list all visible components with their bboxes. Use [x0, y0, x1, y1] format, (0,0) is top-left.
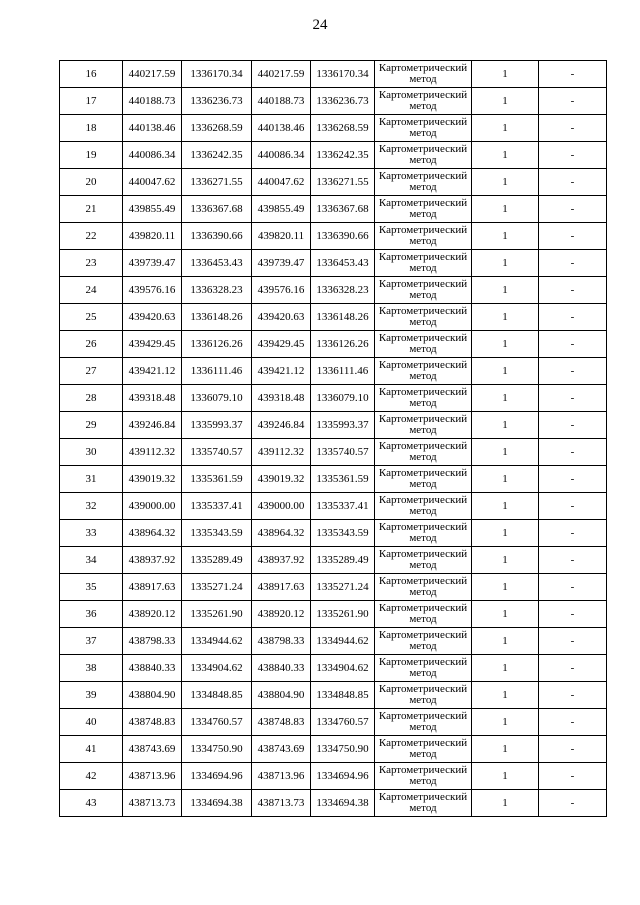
y-existing-cell: 1335337.41: [182, 493, 252, 520]
y-existing-cell: 1335740.57: [182, 439, 252, 466]
y-specified-cell: 1336111.46: [311, 358, 375, 385]
x-specified-cell: 439855.49: [252, 196, 311, 223]
method-cell: Картометрический метод: [375, 358, 472, 385]
x-specified-cell: 439820.11: [252, 223, 311, 250]
extra-cell: -: [539, 142, 607, 169]
y-specified-cell: 1335261.90: [311, 601, 375, 628]
table-row: [60, 628, 607, 655]
method-cell: Картометрический метод: [375, 142, 472, 169]
y-specified-cell: 1336390.66: [311, 223, 375, 250]
accuracy-cell: 1: [472, 412, 539, 439]
accuracy-cell: 1: [472, 763, 539, 790]
accuracy-cell: 1: [472, 790, 539, 817]
extra-cell: -: [539, 223, 607, 250]
point-number-cell: 37: [60, 628, 123, 655]
method-cell: Картометрический метод: [375, 412, 472, 439]
method-cell: Картометрический метод: [375, 709, 472, 736]
y-specified-cell: 1336271.55: [311, 169, 375, 196]
y-existing-cell: 1336170.34: [182, 61, 252, 88]
method-cell: Картометрический метод: [375, 61, 472, 88]
x-existing-cell: 439421.12: [123, 358, 182, 385]
accuracy-cell: 1: [472, 709, 539, 736]
x-specified-cell: 439429.45: [252, 331, 311, 358]
accuracy-cell: 1: [472, 250, 539, 277]
x-specified-cell: 438748.83: [252, 709, 311, 736]
x-existing-cell: 438840.33: [123, 655, 182, 682]
y-specified-cell: 1336126.26: [311, 331, 375, 358]
point-number-cell: 17: [60, 88, 123, 115]
y-specified-cell: 1336236.73: [311, 88, 375, 115]
extra-cell: -: [539, 88, 607, 115]
y-existing-cell: 1336148.26: [182, 304, 252, 331]
point-number-cell: 23: [60, 250, 123, 277]
table-row: [60, 385, 607, 412]
y-specified-cell: 1334750.90: [311, 736, 375, 763]
method-cell: Картометрический метод: [375, 574, 472, 601]
y-specified-cell: 1334904.62: [311, 655, 375, 682]
point-number-cell: 18: [60, 115, 123, 142]
y-existing-cell: 1336236.73: [182, 88, 252, 115]
accuracy-cell: 1: [472, 115, 539, 142]
accuracy-cell: 1: [472, 331, 539, 358]
table-row: [60, 304, 607, 331]
table-row: [60, 709, 607, 736]
y-specified-cell: 1335361.59: [311, 466, 375, 493]
y-existing-cell: 1336126.26: [182, 331, 252, 358]
x-specified-cell: 438964.32: [252, 520, 311, 547]
extra-cell: -: [539, 790, 607, 817]
y-specified-cell: 1336242.35: [311, 142, 375, 169]
y-specified-cell: 1336148.26: [311, 304, 375, 331]
extra-cell: -: [539, 250, 607, 277]
table-row: [60, 115, 607, 142]
accuracy-cell: 1: [472, 655, 539, 682]
x-existing-cell: 438920.12: [123, 601, 182, 628]
y-specified-cell: 1336328.23: [311, 277, 375, 304]
extra-cell: -: [539, 547, 607, 574]
accuracy-cell: 1: [472, 439, 539, 466]
table-row: [60, 763, 607, 790]
y-existing-cell: 1336453.43: [182, 250, 252, 277]
extra-cell: -: [539, 331, 607, 358]
y-existing-cell: 1336328.23: [182, 277, 252, 304]
y-specified-cell: 1335289.49: [311, 547, 375, 574]
x-specified-cell: 439019.32: [252, 466, 311, 493]
y-specified-cell: 1334760.57: [311, 709, 375, 736]
method-cell: Картометрический метод: [375, 223, 472, 250]
x-existing-cell: 438798.33: [123, 628, 182, 655]
point-number-cell: 21: [60, 196, 123, 223]
method-cell: Картометрический метод: [375, 169, 472, 196]
x-existing-cell: 438964.32: [123, 520, 182, 547]
x-existing-cell: 438804.90: [123, 682, 182, 709]
point-number-cell: 27: [60, 358, 123, 385]
x-specified-cell: 438804.90: [252, 682, 311, 709]
table-row: [60, 61, 607, 88]
x-specified-cell: 439739.47: [252, 250, 311, 277]
x-existing-cell: 439000.00: [123, 493, 182, 520]
x-existing-cell: 440086.34: [123, 142, 182, 169]
y-existing-cell: 1334904.62: [182, 655, 252, 682]
method-cell: Картометрический метод: [375, 628, 472, 655]
x-existing-cell: 439820.11: [123, 223, 182, 250]
x-specified-cell: 439112.32: [252, 439, 311, 466]
x-existing-cell: 439576.16: [123, 277, 182, 304]
table-row: [60, 736, 607, 763]
method-cell: Картометрический метод: [375, 466, 472, 493]
table-row: [60, 142, 607, 169]
y-specified-cell: 1335337.41: [311, 493, 375, 520]
y-existing-cell: 1336111.46: [182, 358, 252, 385]
method-cell: Картометрический метод: [375, 331, 472, 358]
method-cell: Картометрический метод: [375, 493, 472, 520]
point-number-cell: 34: [60, 547, 123, 574]
x-existing-cell: 439112.32: [123, 439, 182, 466]
extra-cell: -: [539, 115, 607, 142]
point-number-cell: 26: [60, 331, 123, 358]
table-row: [60, 88, 607, 115]
table-row: [60, 547, 607, 574]
x-existing-cell: 438713.73: [123, 790, 182, 817]
extra-cell: -: [539, 763, 607, 790]
accuracy-cell: 1: [472, 493, 539, 520]
x-existing-cell: 438917.63: [123, 574, 182, 601]
point-number-cell: 33: [60, 520, 123, 547]
extra-cell: -: [539, 655, 607, 682]
y-specified-cell: 1336268.59: [311, 115, 375, 142]
extra-cell: -: [539, 277, 607, 304]
y-existing-cell: 1336390.66: [182, 223, 252, 250]
method-cell: Картометрический метод: [375, 655, 472, 682]
accuracy-cell: 1: [472, 169, 539, 196]
extra-cell: -: [539, 736, 607, 763]
extra-cell: -: [539, 574, 607, 601]
x-specified-cell: 438840.33: [252, 655, 311, 682]
method-cell: Картометрический метод: [375, 790, 472, 817]
coordinates-table: [59, 60, 607, 817]
x-specified-cell: 439576.16: [252, 277, 311, 304]
accuracy-cell: 1: [472, 628, 539, 655]
x-existing-cell: 439420.63: [123, 304, 182, 331]
y-specified-cell: 1334694.96: [311, 763, 375, 790]
point-number-cell: 31: [60, 466, 123, 493]
table-row: [60, 196, 607, 223]
y-specified-cell: 1335993.37: [311, 412, 375, 439]
extra-cell: -: [539, 358, 607, 385]
accuracy-cell: 1: [472, 277, 539, 304]
y-existing-cell: 1335361.59: [182, 466, 252, 493]
y-existing-cell: 1336079.10: [182, 385, 252, 412]
extra-cell: -: [539, 304, 607, 331]
point-number-cell: 28: [60, 385, 123, 412]
point-number-cell: 35: [60, 574, 123, 601]
extra-cell: -: [539, 709, 607, 736]
accuracy-cell: 1: [472, 466, 539, 493]
method-cell: Картометрический метод: [375, 196, 472, 223]
point-number-cell: 30: [60, 439, 123, 466]
x-existing-cell: 440047.62: [123, 169, 182, 196]
y-existing-cell: 1335271.24: [182, 574, 252, 601]
extra-cell: -: [539, 682, 607, 709]
point-number-cell: 42: [60, 763, 123, 790]
method-cell: Картометрический метод: [375, 304, 472, 331]
point-number-cell: 24: [60, 277, 123, 304]
table-row: [60, 439, 607, 466]
y-existing-cell: 1336268.59: [182, 115, 252, 142]
method-cell: Картометрический метод: [375, 601, 472, 628]
y-existing-cell: 1334760.57: [182, 709, 252, 736]
accuracy-cell: 1: [472, 358, 539, 385]
extra-cell: -: [539, 520, 607, 547]
x-specified-cell: 438713.96: [252, 763, 311, 790]
accuracy-cell: 1: [472, 61, 539, 88]
point-number-cell: 16: [60, 61, 123, 88]
method-cell: Картометрический метод: [375, 682, 472, 709]
table-row: [60, 493, 607, 520]
accuracy-cell: 1: [472, 682, 539, 709]
point-number-cell: 29: [60, 412, 123, 439]
method-cell: Картометрический метод: [375, 547, 472, 574]
y-existing-cell: 1334848.85: [182, 682, 252, 709]
point-number-cell: 25: [60, 304, 123, 331]
y-specified-cell: 1336367.68: [311, 196, 375, 223]
y-specified-cell: 1336170.34: [311, 61, 375, 88]
table-row: [60, 520, 607, 547]
y-specified-cell: 1336079.10: [311, 385, 375, 412]
table-body: [60, 61, 607, 817]
y-specified-cell: 1336453.43: [311, 250, 375, 277]
point-number-cell: 20: [60, 169, 123, 196]
accuracy-cell: 1: [472, 304, 539, 331]
point-number-cell: 36: [60, 601, 123, 628]
x-specified-cell: 440047.62: [252, 169, 311, 196]
method-cell: Картометрический метод: [375, 439, 472, 466]
method-cell: Картометрический метод: [375, 250, 472, 277]
table-row: [60, 277, 607, 304]
y-existing-cell: 1335261.90: [182, 601, 252, 628]
extra-cell: -: [539, 493, 607, 520]
extra-cell: -: [539, 385, 607, 412]
table-row: [60, 358, 607, 385]
method-cell: Картометрический метод: [375, 277, 472, 304]
table-row: [60, 574, 607, 601]
x-existing-cell: 438748.83: [123, 709, 182, 736]
accuracy-cell: 1: [472, 223, 539, 250]
accuracy-cell: 1: [472, 196, 539, 223]
y-specified-cell: 1334694.38: [311, 790, 375, 817]
x-specified-cell: 440138.46: [252, 115, 311, 142]
table-row: [60, 682, 607, 709]
y-existing-cell: 1336271.55: [182, 169, 252, 196]
table-row: [60, 790, 607, 817]
x-specified-cell: 440217.59: [252, 61, 311, 88]
point-number-cell: 40: [60, 709, 123, 736]
x-specified-cell: 439318.48: [252, 385, 311, 412]
y-specified-cell: 1334944.62: [311, 628, 375, 655]
x-specified-cell: 440086.34: [252, 142, 311, 169]
y-specified-cell: 1335343.59: [311, 520, 375, 547]
accuracy-cell: 1: [472, 574, 539, 601]
y-existing-cell: 1335993.37: [182, 412, 252, 439]
method-cell: Картометрический метод: [375, 88, 472, 115]
y-existing-cell: 1334750.90: [182, 736, 252, 763]
point-number-cell: 22: [60, 223, 123, 250]
point-number-cell: 32: [60, 493, 123, 520]
point-number-cell: 39: [60, 682, 123, 709]
x-specified-cell: 438743.69: [252, 736, 311, 763]
table-row: [60, 466, 607, 493]
table-row: [60, 250, 607, 277]
x-specified-cell: 439000.00: [252, 493, 311, 520]
y-existing-cell: 1334694.38: [182, 790, 252, 817]
y-existing-cell: 1335343.59: [182, 520, 252, 547]
extra-cell: -: [539, 439, 607, 466]
method-cell: Картометрический метод: [375, 115, 472, 142]
accuracy-cell: 1: [472, 736, 539, 763]
method-cell: Картометрический метод: [375, 736, 472, 763]
x-specified-cell: 438917.63: [252, 574, 311, 601]
table-row: [60, 601, 607, 628]
extra-cell: -: [539, 628, 607, 655]
x-specified-cell: 438713.73: [252, 790, 311, 817]
y-specified-cell: 1335740.57: [311, 439, 375, 466]
extra-cell: -: [539, 196, 607, 223]
x-existing-cell: 439739.47: [123, 250, 182, 277]
x-existing-cell: 439318.48: [123, 385, 182, 412]
point-number-cell: 41: [60, 736, 123, 763]
x-existing-cell: 440188.73: [123, 88, 182, 115]
x-existing-cell: 440217.59: [123, 61, 182, 88]
x-specified-cell: 438920.12: [252, 601, 311, 628]
table-row: [60, 331, 607, 358]
x-existing-cell: 438937.92: [123, 547, 182, 574]
y-existing-cell: 1334694.96: [182, 763, 252, 790]
x-specified-cell: 438937.92: [252, 547, 311, 574]
x-specified-cell: 440188.73: [252, 88, 311, 115]
y-existing-cell: 1336242.35: [182, 142, 252, 169]
x-existing-cell: 439246.84: [123, 412, 182, 439]
accuracy-cell: 1: [472, 88, 539, 115]
y-specified-cell: 1335271.24: [311, 574, 375, 601]
x-existing-cell: 439429.45: [123, 331, 182, 358]
y-specified-cell: 1334848.85: [311, 682, 375, 709]
point-number-cell: 43: [60, 790, 123, 817]
page-number: 24: [312, 17, 328, 33]
extra-cell: -: [539, 466, 607, 493]
x-existing-cell: 440138.46: [123, 115, 182, 142]
y-existing-cell: 1335289.49: [182, 547, 252, 574]
x-existing-cell: 438713.96: [123, 763, 182, 790]
accuracy-cell: 1: [472, 142, 539, 169]
x-existing-cell: 439855.49: [123, 196, 182, 223]
point-number-cell: 38: [60, 655, 123, 682]
point-number-cell: 19: [60, 142, 123, 169]
accuracy-cell: 1: [472, 601, 539, 628]
extra-cell: -: [539, 61, 607, 88]
method-cell: Картометрический метод: [375, 763, 472, 790]
table-row: [60, 412, 607, 439]
table-row: [60, 169, 607, 196]
method-cell: Картометрический метод: [375, 520, 472, 547]
table-row: [60, 655, 607, 682]
extra-cell: -: [539, 412, 607, 439]
accuracy-cell: 1: [472, 385, 539, 412]
extra-cell: -: [539, 601, 607, 628]
method-cell: Картометрический метод: [375, 385, 472, 412]
accuracy-cell: 1: [472, 547, 539, 574]
accuracy-cell: 1: [472, 520, 539, 547]
x-specified-cell: 439421.12: [252, 358, 311, 385]
extra-cell: -: [539, 169, 607, 196]
table-row: [60, 223, 607, 250]
x-specified-cell: 439420.63: [252, 304, 311, 331]
y-existing-cell: 1334944.62: [182, 628, 252, 655]
x-existing-cell: 439019.32: [123, 466, 182, 493]
x-existing-cell: 438743.69: [123, 736, 182, 763]
y-existing-cell: 1336367.68: [182, 196, 252, 223]
x-specified-cell: 438798.33: [252, 628, 311, 655]
x-specified-cell: 439246.84: [252, 412, 311, 439]
